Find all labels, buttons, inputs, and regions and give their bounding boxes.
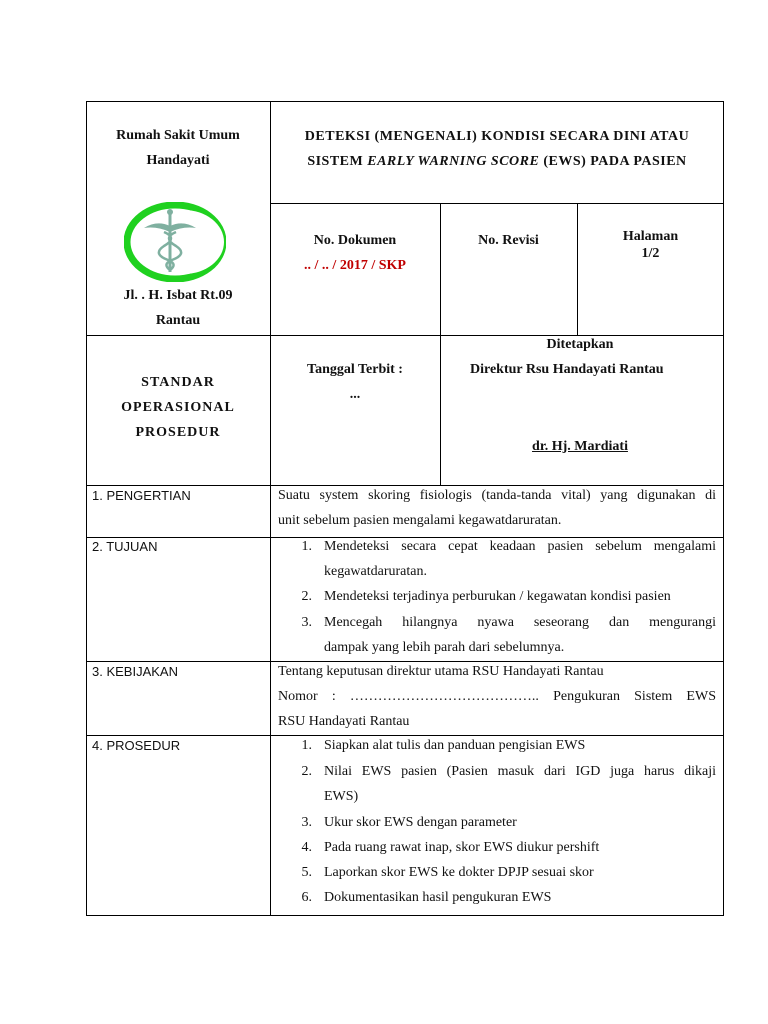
- kebijakan-line1: Tentang keputusan direktur utama RSU Handayati Rantau: [278, 664, 604, 679]
- list-item: [290, 584, 716, 609]
- list-item-line2: dampak yang lebih parah dari sebelumnya.: [324, 640, 565, 655]
- list-item-number: 4.: [301, 840, 312, 855]
- kebijakan-line2: Nomor : ………………………………….. Pengukuran Sistem EWS: [278, 689, 716, 704]
- list-item-text: [324, 534, 716, 584]
- tanggal-terbit-value: ...: [349, 387, 361, 402]
- title-line1: DETEKSI (MENGENALI) KONDISI SECARA DINI ATAU: [304, 129, 690, 144]
- section-kebijakan-label: 3. KEBIJAKAN: [92, 664, 178, 679]
- title-line2-prefix: SISTEM: [307, 154, 368, 169]
- pengertian-line1: Suatu system skoring fisiologis (tanda-tanda vital) yang digunakan di: [278, 488, 716, 503]
- list-item-line2: kegawatdaruratan.: [324, 564, 427, 579]
- kebijakan-text: [278, 659, 716, 734]
- list-item-text: [324, 759, 716, 809]
- halaman-cell: [577, 228, 724, 262]
- list-item: [290, 885, 716, 910]
- list-item-line1: Mencegah hilangnya nyawa seseorang dan mengurangi: [324, 615, 716, 630]
- tanggal-terbit: [270, 357, 440, 407]
- no-revisi-cell: [440, 228, 577, 253]
- signatory-name-text: dr. Hj. Mardiati: [532, 439, 628, 454]
- address-line1: Jl. . H. Isbat Rt.09: [123, 288, 233, 303]
- hospital-name: [86, 123, 270, 173]
- list-item-text: Siapkan alat tulis dan panduan pengisian EWS: [324, 738, 586, 753]
- table-divider: [270, 203, 724, 204]
- sop-line1: STANDAR: [141, 375, 215, 390]
- ditetapkan-label: Ditetapkan: [546, 337, 614, 352]
- list-item-number: 1.: [301, 539, 312, 554]
- list-item: [290, 759, 716, 809]
- list-item: [290, 610, 716, 660]
- list-item-text: [324, 610, 716, 660]
- direktur-label: Direktur Rsu Handayati Rantau: [470, 362, 664, 377]
- pengertian-text: [278, 483, 716, 533]
- hospital-name-line2: Handayati: [146, 153, 210, 168]
- section-pengertian-label: 1. PENGERTIAN: [92, 488, 191, 503]
- list-item-number: 2.: [301, 764, 312, 779]
- sop-label: [86, 370, 270, 445]
- halaman-value: 1/2: [641, 246, 660, 261]
- no-revisi-label: No. Revisi: [478, 233, 539, 248]
- table-divider: [270, 101, 271, 916]
- kebijakan-line3: RSU Handayati Rantau: [278, 714, 410, 729]
- list-item-number: 3.: [301, 615, 312, 630]
- hospital-address: [86, 283, 270, 333]
- list-item: [290, 810, 716, 835]
- table-divider: [577, 203, 578, 335]
- halaman-label: Halaman: [622, 229, 679, 244]
- list-item-number: 1.: [301, 738, 312, 753]
- list-item: [290, 733, 716, 758]
- no-dokumen-label: No. Dokumen: [313, 233, 397, 248]
- list-item-text: Mendeteksi terjadinya perburukan / kegawatan kondisi pasien: [324, 589, 671, 604]
- hospital-name-line1: Rumah Sakit Umum: [116, 128, 240, 143]
- caduceus-logo-icon: [124, 202, 226, 282]
- title-line2-italic: EARLY WARNING SCORE: [367, 154, 540, 169]
- document-title: [270, 124, 724, 174]
- section-tujuan-label: 2. TUJUAN: [92, 539, 158, 554]
- no-dokumen-cell: [270, 228, 440, 278]
- list-item-number: 2.: [301, 589, 312, 604]
- sop-line3: PROSEDUR: [135, 425, 221, 440]
- pengertian-line2: unit sebelum pasien mengalami kegawatdaruratan.: [278, 513, 562, 528]
- section-prosedur-label: 4. PROSEDUR: [92, 738, 181, 753]
- signatory-name: [500, 434, 660, 459]
- list-item: [290, 534, 716, 584]
- list-item-number: 6.: [301, 890, 312, 905]
- list-item-line2: EWS): [324, 789, 359, 804]
- list-item-text: Pada ruang rawat inap, skor EWS diukur pershift: [324, 840, 600, 855]
- sop-line2: OPERASIONAL: [121, 400, 235, 415]
- list-item-line1: Nilai EWS pasien (Pasien masuk dari IGD juga harus dikaji: [324, 764, 716, 779]
- list-item: [290, 835, 716, 860]
- address-line2: Rantau: [155, 313, 201, 328]
- tanggal-terbit-label: Tanggal Terbit :: [307, 362, 403, 377]
- list-item-number: 5.: [301, 865, 312, 880]
- title-line2: [270, 149, 724, 174]
- list-item-text: Ukur skor EWS dengan parameter: [324, 815, 517, 830]
- title-line2-suffix: (EWS) PADA PASIEN: [539, 154, 687, 169]
- no-dokumen-value: .. / .. / 2017 / SKP: [304, 258, 406, 273]
- list-item-line1: Mendeteksi secara cepat keadaan pasien sebelum mengalami: [324, 539, 716, 554]
- list-item-text: Dokumentasikan hasil pengukuran EWS: [324, 890, 552, 905]
- list-item: [290, 860, 716, 885]
- list-item-number: 3.: [301, 815, 312, 830]
- list-item-text: Laporkan skor EWS ke dokter DPJP sesuai skor: [324, 865, 594, 880]
